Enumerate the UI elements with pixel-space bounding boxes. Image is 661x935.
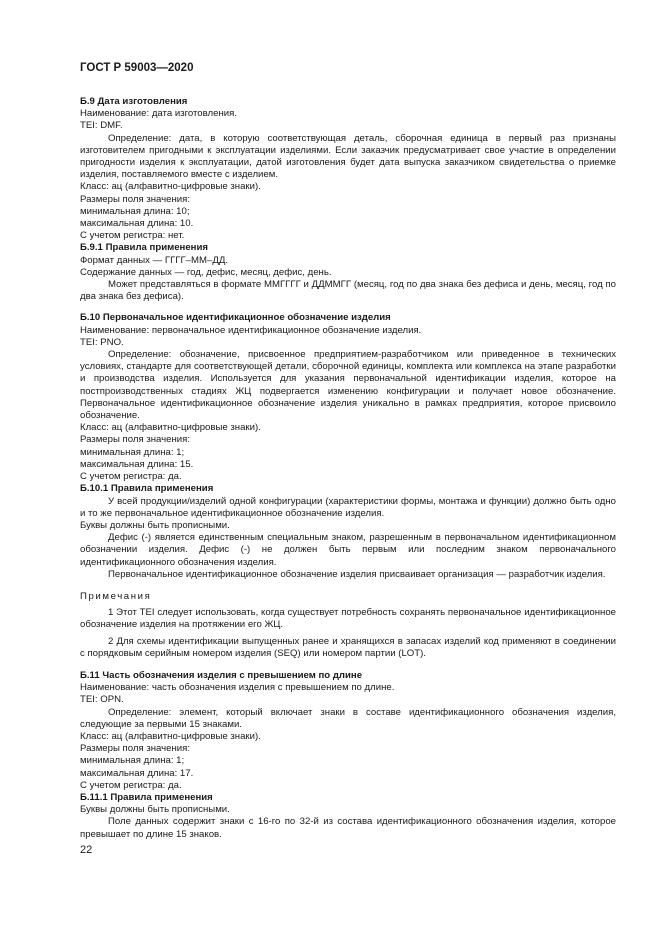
b9-class: Класс: ац (алфавитно-цифровые знаки). — [80, 181, 261, 193]
b11-name: Наименование: часть обозначения изделия с превышением по длине. — [80, 682, 395, 694]
b10-rule-4: Первоначальное идентификационное обозначение изделия присваивает организация — разработчик изделия. — [108, 568, 606, 580]
subsection-heading-b9-1: Б.9.1 Правила применения — [80, 242, 208, 254]
notes-title: Примечания — [80, 590, 152, 602]
b10-case: С учетом регистра: да. — [80, 471, 182, 483]
section-heading-b10: Б.10 Первоначальное идентификационное обозначение изделия — [80, 312, 391, 324]
b10-max-length: максимальная длина: 15. — [80, 458, 194, 470]
b9-min-length: минимальная длина: 10; — [80, 205, 190, 217]
b11-class: Класс: ац (алфавитно-цифровые знаки). — [80, 730, 261, 742]
subsection-heading-b11-1: Б.11.1 Правила применения — [80, 791, 213, 803]
document-body — [80, 96, 616, 841]
b9-alt-format: Может представляться в формате ММГГГГ и ДДММГГ (месяц, год по два знака без дефиса и день, месяц, год по два знака без дефиса). — [80, 279, 616, 303]
document-header: ГОСТ Р 59003—2020 — [80, 62, 194, 74]
b11-tei: TEI: OPN. — [80, 694, 124, 706]
b9-sizes: Размеры поля значения: — [80, 193, 190, 205]
b9-max-length: максимальная длина: 10. — [80, 218, 194, 230]
b11-rule-1: Буквы должны быть прописными. — [80, 804, 230, 816]
b10-definition: Определение: обозначение, присвоенное предприятием-разработчиком или приведенное в технических условиях, стандарте для соответствующей детали, сборочной единицы, комплекта или комплекса на этапе разработки и производства изделия. Используется для указания первоначальной идентификации изделия, которое на постпроизводственных стадиях ЖЦ подвергается изменению конфигурации и получает новое обозначение. Первоначальное идентификационное обозначение изделия уникально в рамках предприятия, которое присвоило обозначение. — [80, 349, 616, 422]
b10-rule-1: У всей продукции/изделий одной конфигурации (характеристики формы, монтажа и функции) должно быть одно и то же первоначальное идентификационное обозначение изделия. — [80, 495, 616, 519]
b11-max-length: максимальная длина: 17. — [80, 767, 194, 779]
b9-definition: Определение: дата, в которую соответствующая деталь, сборочная единица в первый раз признаны изготовителем пригодными к эксплуатации изделиями. Если заказчик предусматривает свое участие в определении пригодности изделия к эксплуатации, датой изготовления будет дата выпуска заказчиком свидетельства о приемке изделия, поставляемого вместе с изделием. — [80, 132, 616, 181]
b10-class: Класс: ац (алфавитно-цифровые знаки). — [80, 422, 261, 434]
page-number: 22 — [80, 844, 93, 856]
b11-rule-2: Поле данных содержит знаки с 16-го по 32-й из состава идентификационного обозначения изделия, которое превышает по длине 15 знаков. — [80, 816, 616, 840]
b10-sizes: Размеры поля значения: — [80, 434, 190, 446]
note-2: 2 Для схемы идентификации выпущенных ранее и хранящихся в запасах изделий код применяют в соединении с порядковым серийным номером изделия (SEQ) или номером партии (LOT). — [80, 635, 616, 659]
b9-tei: TEI: DMF. — [80, 120, 123, 132]
b11-case: С учетом регистра: да. — [80, 779, 182, 791]
subsection-heading-b10-1: Б.10.1 Правила применения — [80, 483, 214, 495]
note-1: 1 Этот TEI следует использовать, когда существует потребность сохранять первоначальное идентификационное обозначение изделия на протяжении его ЖЦ. — [80, 607, 616, 631]
b10-min-length: минимальная длина: 1; — [80, 446, 185, 458]
section-heading-b11: Б.11 Часть обозначения изделия с превышением по длине — [80, 669, 363, 681]
b9-name: Наименование: дата изготовления. — [80, 108, 237, 120]
b11-sizes: Размеры поля значения: — [80, 743, 190, 755]
b9-format: Формат данных — ГГГГ–ММ–ДД. — [80, 254, 228, 266]
b10-rule-2: Буквы должны быть прописными. — [80, 519, 230, 531]
b11-definition: Определение: элемент, который включает знаки в составе идентификационного обозначения изделия, следующие за первыми 15 знаками. — [80, 706, 616, 730]
b10-rule-3: Дефис (-) является единственным специальным знаком, разрешенным в первоначальном идентификационном обозначении изделия. Дефис (-) не должен быть первым или последним знаком первоначального идентификационного обозначения изделия. — [80, 532, 616, 568]
b11-min-length: минимальная длина: 1; — [80, 755, 185, 767]
b10-name: Наименование: первоначальное идентификационное обозначение изделия. — [80, 324, 422, 336]
section-heading-b9: Б.9 Дата изготовления — [80, 96, 188, 107]
b10-tei: TEI: PNO. — [80, 336, 124, 348]
b9-content: Содержание данных — год, дефис, месяц, дефис, день. — [80, 266, 332, 278]
b9-case: С учетом регистра: нет. — [80, 230, 185, 242]
